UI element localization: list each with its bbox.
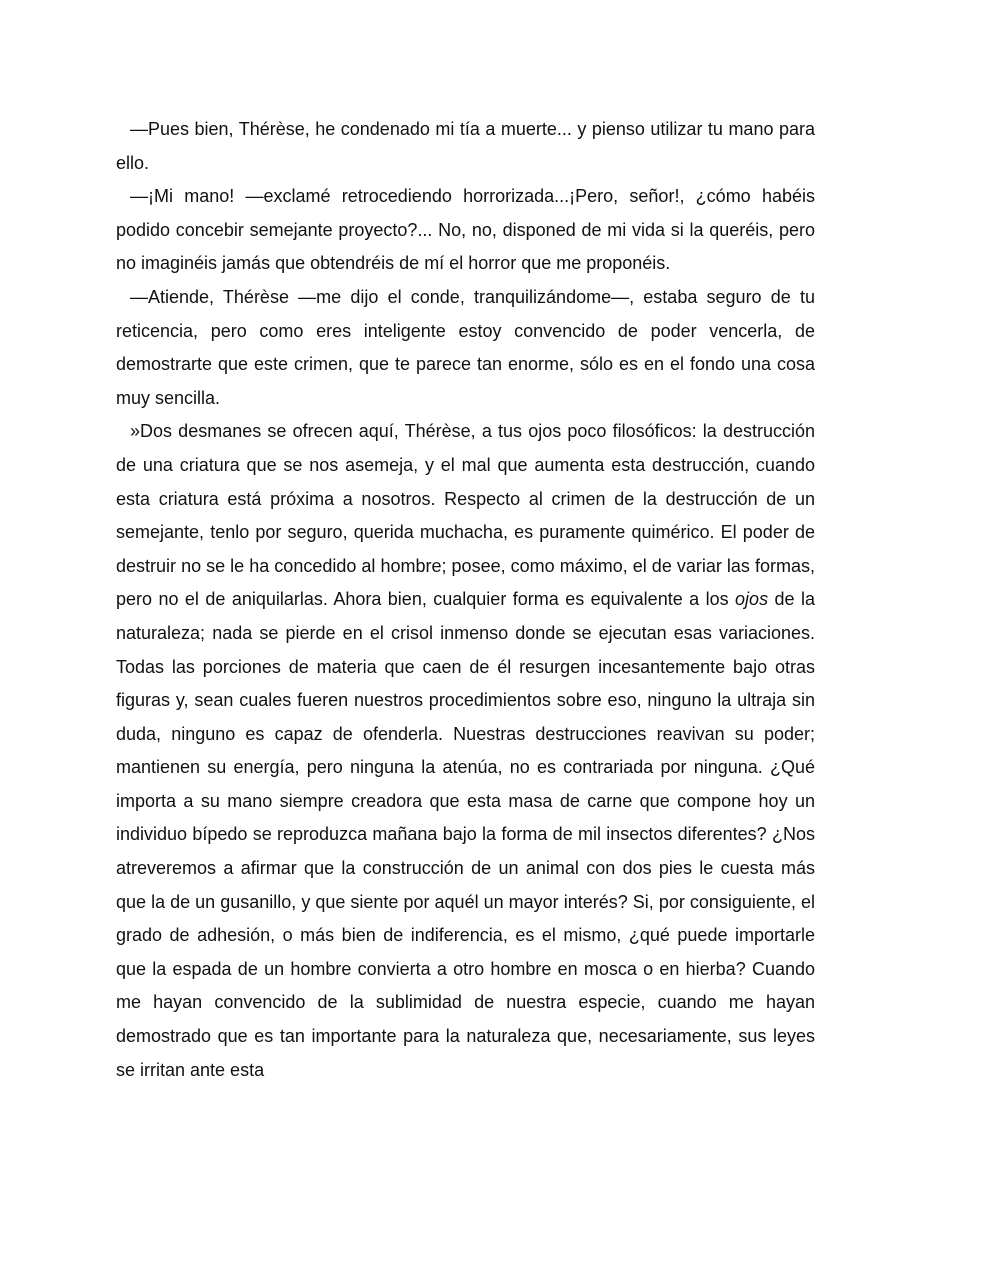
paragraph-1 xyxy=(116,113,815,180)
paragraph-4-text-before: »Dos desmanes se ofrecen aquí, Thérèse, a tus ojos poco filosóficos: la destrucción de una criatura que se nos asemeja, y el mal que aumenta esta destrucción, cuando esta criatura está próxima a nosotros. Respecto al crimen de la destrucción de un semejante, tenlo por seguro, querida muchacha, es puramente quimérico. El poder de destruir no se le ha concedido al hombre; posee, como máximo, el de variar las formas, pero no el de aniquilarlas. Ahora bien, cualquier forma es equivalente a los xyxy=(116,421,815,610)
paragraph-1-text: —Pues bien, Thérèse, he condenado mi tía a muerte... y pienso utilizar tu mano para ello. xyxy=(116,119,815,173)
paragraph-3-text: —Atiende, Thérèse —me dijo el conde, tranquilizándome—, estaba seguro de tu reticencia, pero como eres inteligente estoy convencido de poder vencerla, de demostrarte que este crimen, que te parece tan enorme, sólo es en el fondo una cosa muy sencilla. xyxy=(116,286,815,408)
paragraph-4-text-after: de la naturaleza; nada se pierde en el crisol inmenso donde se ejecutan esas variaciones. Todas las porciones de materia que caen de él resurgen incesantemente bajo otras figuras y, sean cuales fueren nuestros procedimientos sobre eso, ninguno la ultraja sin duda, ninguno es capaz de ofenderla. Nuestras destrucciones reavivan su poder; mantienen su energía, pero ninguna la atenúa, no es contrariada por ninguna. ¿Qué importa a su mano siempre creadora que esta masa de carne que compone hoy un individuo bípedo se reproduzca mañana bajo la forma de mil insectos diferentes? ¿Nos atreveremos a afirmar que la construcción de un animal con dos pies le cuesta más que la de un gusanillo, y que siente por aquél un mayor interés? Si, por consiguiente, el grado de adhesión, o más bien de indiferencia, es el mismo, ¿qué puede importarle que la espada de un hombre convierta a otro hombre en mosca o en hierba? Cuando me hayan convencido de la sublimidad de nuestra especie, cuando me hayan demostrado que es tan importante para la naturaleza que, necesariamente, sus leyes se irritan ante esta xyxy=(116,589,815,1080)
paragraph-2-text: —¡Mi mano! —exclamé retrocediendo horrorizada...¡Pero, señor!, ¿cómo habéis podido concebir semejante proyecto?... No, no, disponed de mi vida si la queréis, pero no imaginéis jamás que obtendréis de mí el horror que me proponéis. xyxy=(116,186,815,274)
paragraph-3 xyxy=(116,281,815,415)
paragraph-4 xyxy=(116,415,815,1087)
paragraph-2 xyxy=(116,180,815,281)
body-text xyxy=(116,113,815,1087)
paragraph-4-emphasis: ojos xyxy=(735,589,769,610)
